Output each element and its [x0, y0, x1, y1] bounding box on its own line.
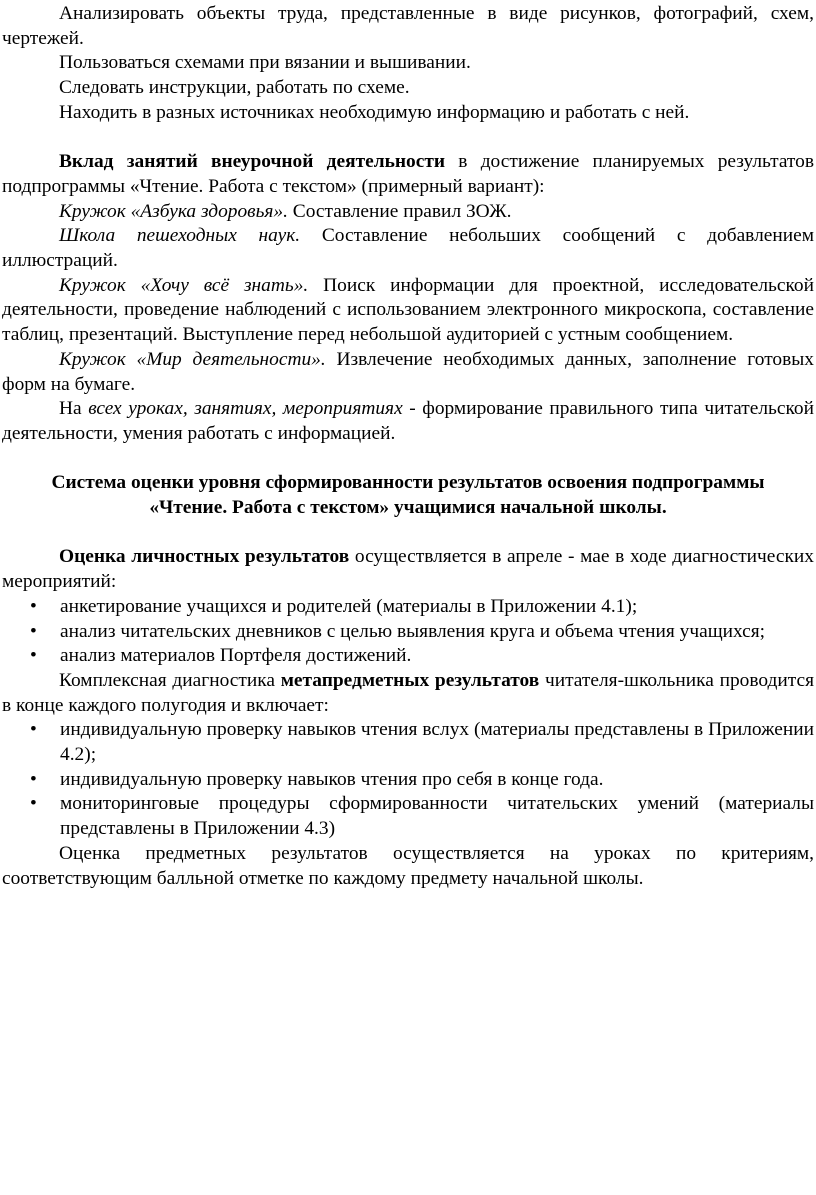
list-item — [2, 644, 814, 669]
all-lessons-pre: На — [59, 398, 89, 420]
bullet-icon: • — [30, 595, 37, 617]
section-heading-line-1: Система оценки уровня сформированности результатов освоения подпрограммы — [51, 472, 765, 494]
list-item-text: анализ читательских дневников с целью выявления круга и объема чтения учащихся; — [60, 620, 766, 642]
club-name: Школа пешеходных наук. — [59, 225, 301, 247]
bullet-icon: • — [30, 768, 37, 790]
personal-results-paragraph — [2, 545, 814, 594]
intro-line-1: Анализировать объекты труда, представленные в виде рисунков, фотографий, схем, чертежей. — [2, 3, 814, 49]
club-world-activity — [2, 348, 814, 397]
list-item-text: мониторинговые процедуры сформированности читательских умений (материалы представлены в Приложении 4.3) — [60, 793, 814, 840]
meta-post: читателя-школьника проводится в конце каждого полугодия и включает: — [2, 669, 814, 716]
personal-text: осуществляется в апреле - мае в ходе диагностических мероприятий: — [2, 546, 814, 593]
list-item-text: анкетирование учащихся и родителей (материалы в Приложении 4.1); — [60, 595, 638, 617]
meta-results-paragraph — [2, 669, 814, 718]
club-desc: Поиск информации для проектной, исследовательской деятельности, проведение наблюдений с использованием электронного микроскопа, составление таблиц, презентаций. Выступление перед небольшой аудиторией с устным сообщением. — [2, 274, 814, 346]
list-item-text: индивидуальную проверку навыков чтения про себя в конце года. — [60, 768, 604, 790]
spacer — [2, 521, 814, 546]
personal-bold: Оценка личностных результатов — [59, 546, 350, 568]
bullet-icon: • — [30, 793, 37, 815]
spacer — [2, 126, 814, 151]
spacer — [2, 447, 814, 472]
all-lessons-italic: всех уроках, занятиях, мероприятиях — [88, 398, 403, 420]
club-name: Кружок «Хочу всё знать». — [59, 274, 309, 296]
list-item — [2, 768, 814, 793]
bullet-icon: • — [30, 719, 37, 741]
meta-list — [2, 718, 814, 842]
meta-bold: метапредметных результатов — [280, 669, 540, 691]
club-name: Кружок «Мир деятельности». — [59, 348, 326, 370]
subject-results-paragraph: Оценка предметных результатов осуществляется на уроках по критериям, соответствующим балльной отметке по каждому предмету начальной школы. — [2, 842, 814, 889]
list-item-text: индивидуальную проверку навыков чтения вслух (материалы представлены в Приложении 4.2); — [60, 719, 814, 766]
personal-list — [2, 595, 814, 669]
meta-pre: Комплексная диагностика — [59, 669, 281, 691]
intro-line-4: Находить в разных источниках необходимую информацию и работать с ней. — [59, 101, 690, 123]
list-item-text: анализ материалов Портфеля достижений. — [60, 645, 412, 667]
list-item — [2, 718, 814, 767]
club-name: Кружок «Азбука здоровья». — [59, 200, 288, 222]
club-desc: Составление небольших сообщений с добавлением иллюстраций. — [2, 225, 814, 272]
club-desc: Извлечение необходимых данных, заполнение готовых форм на бумаге. — [2, 348, 814, 395]
contribution-text: в достижение планируемых результатов подпрограммы «Чтение. Работа с текстом» (примерный вариант): — [2, 151, 814, 197]
club-desc: Составление правил ЗОЖ. — [287, 200, 512, 222]
intro-line-3: Следовать инструкции, работать по схеме. — [59, 77, 410, 99]
list-item — [2, 792, 814, 841]
club-health — [2, 200, 814, 225]
section-heading-line-2: «Чтение. Работа с текстом» учащимися начальной школы. — [149, 497, 667, 519]
list-item — [2, 620, 814, 645]
intro-line-2: Пользоваться схемами при вязании и вышивании. — [59, 52, 471, 74]
bullet-icon: • — [30, 620, 37, 642]
bullet-icon: • — [30, 645, 37, 667]
contribution-bold: Вклад занятий внеурочной деятельности — [59, 151, 446, 173]
all-lessons-paragraph — [2, 397, 814, 446]
club-pedestrian — [2, 224, 814, 273]
club-know-all — [2, 274, 814, 348]
contribution-paragraph — [2, 150, 814, 199]
all-lessons-post: - формирование правильного типа читательской деятельности, умения работать с информацией. — [2, 398, 814, 444]
list-item — [2, 595, 814, 620]
